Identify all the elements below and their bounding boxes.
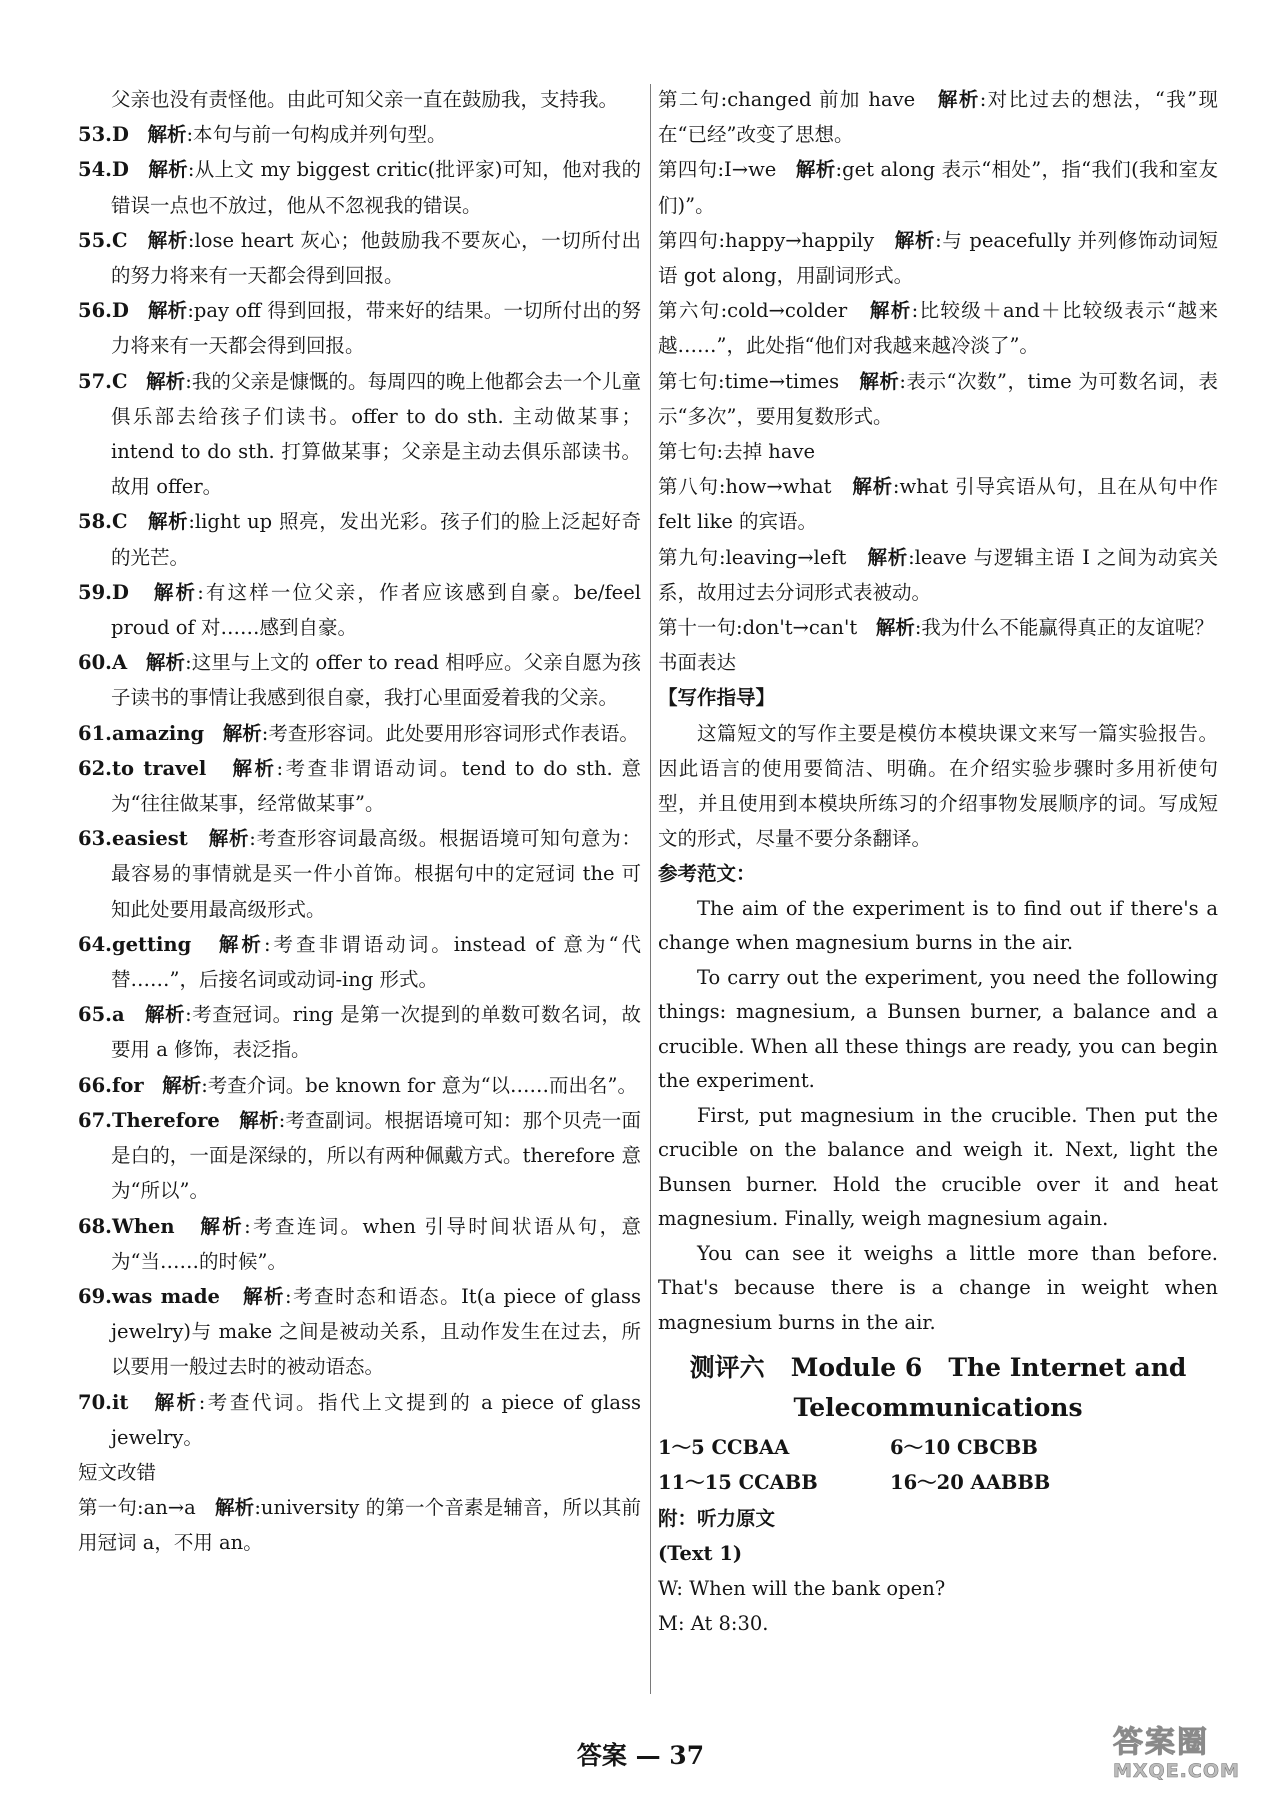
item-answer: easiest: [111, 827, 188, 851]
answer-range: 1～5: [658, 1436, 705, 1460]
correction-lead: 第四句:happy→happily: [658, 228, 875, 252]
explanation-label: 解析: [222, 721, 262, 745]
explanation-label: 解析: [894, 228, 936, 252]
item-answer: was made: [111, 1284, 220, 1308]
essay-paragraph: To carry out the experiment, you need the following things: magnesium, a Bunsen burner, a balance and a crucible. When all these things are ready, you can begin the experiment.: [658, 965, 1218, 1093]
listening-dialogue: [658, 1571, 1218, 1641]
item-answer: amazing: [111, 721, 205, 745]
explanation-label: 解析: [937, 88, 980, 111]
item-number: 57.: [78, 369, 112, 393]
explanation-text: :university 的第一个音素是辅音，所以其前用冠词 a，不用 an。: [78, 1496, 641, 1555]
correction-lead: 第八句:how→what: [658, 475, 832, 499]
answer-explanation-item: [78, 716, 641, 751]
explanation-text: :我为什么不能赢得真正的友谊呢？: [914, 616, 1214, 640]
item-number: 60.: [78, 651, 112, 675]
item-number: 65.: [78, 1003, 112, 1027]
answer-range: 6～10: [890, 1436, 951, 1460]
continuation-text: 父亲也没有责怪他。由此可知父亲一直在鼓励我，支持我。: [111, 88, 619, 111]
explanation-text: :get along 表示“相处”，指“我们(我和室友们)”。: [658, 158, 1218, 217]
explanation-label: 解析: [232, 756, 277, 780]
correction-lead: 第四句:I→we: [658, 158, 777, 182]
item-answer: for: [111, 1073, 144, 1097]
correction-lead: 第九句:leaving→left: [658, 545, 847, 569]
answer-range: 16～20: [890, 1471, 964, 1495]
explanation-text: :比较级＋and＋比较级表示“越来越……”，此处指“他们对我越来越冷淡了”。: [658, 299, 1218, 358]
explanation-label: 解析: [208, 827, 250, 851]
item-answer: When: [111, 1214, 175, 1238]
explanation-text: :表示“次数”，time 为可数名词，表示“多次”，要用复数形式。: [658, 369, 1218, 428]
watermark-bottom: MXQE.COM: [1113, 1760, 1240, 1782]
explanation-label: 解析: [218, 932, 264, 956]
explanation-text: :从上文 my biggest critic(批评家)可知，他对我的错误一点也不放过，他从不忽视我的错误。: [111, 158, 641, 217]
dialogue-line: M: At 8:30.: [658, 1612, 769, 1636]
sample-essay-heading: 参考范文：: [658, 862, 756, 886]
column-divider: [650, 84, 651, 1694]
explanation-text: :这里与上文的 offer to read 相呼应。父亲自愿为孩子读书的事情让我感到很自豪，我打心里面爱着我的父亲。: [111, 651, 641, 710]
answer-range-item: [658, 1465, 890, 1500]
test-title-line2: Telecommunications: [793, 1393, 1083, 1423]
correction-item: [78, 1490, 641, 1560]
answer-explanation-item: [78, 1209, 641, 1279]
answer-explanation-item: [78, 223, 641, 293]
answer-explanation-item: [78, 364, 641, 505]
item-number: 58.: [78, 510, 112, 534]
correction-item: [658, 152, 1218, 222]
explanation-label: 解析: [145, 651, 186, 675]
correction-lead: 第十一句:don't→can't: [658, 616, 858, 640]
explanation-label: 解析: [867, 545, 909, 569]
explanation-text: :我的父亲是慷慨的。每周四的晚上他都会去一个儿童俱乐部去给孩子们读书。offer to do sth. 主动做某事；intend to do sth. 打算做某事；父亲是主动去俱乐部读书。故用 offer。: [111, 369, 641, 499]
writing-guide-text: 这篇短文的写作主要是模仿本模块课文来写一篇实验报告。因此语言的使用要简洁、明确。在介绍实验步骤时多用祈使句型，并且使用到本模块所练习的介绍事物发展顺序的词。写成短文的形式，尽量不要分条翻译。: [658, 721, 1218, 851]
item-answer: it: [111, 1390, 129, 1414]
item-number: 61.: [78, 721, 112, 745]
answer-explanation-item: [78, 1279, 641, 1385]
explanation-text: :本句与前一句构成并列句型。: [186, 123, 447, 147]
answer-explanation-item: [78, 575, 641, 645]
explanation-label: 解析: [147, 228, 188, 252]
correction-item: [658, 293, 1218, 363]
answer-explanation-item: [78, 293, 641, 363]
explanation-text: :考查介词。be known for 意为“以……而出名”。: [201, 1073, 638, 1097]
explanation-text: :有这样一位父亲，作者应该感到自豪。be/feel proud of 对……感到自豪。: [111, 580, 641, 640]
left-corrections-list: [78, 1490, 641, 1560]
item-number: 70.: [78, 1390, 112, 1414]
explanation-label: 解析: [239, 1108, 279, 1132]
item-number: 66.: [78, 1073, 112, 1097]
explanation-label: 解析: [869, 299, 912, 323]
answer-value: AABBB: [970, 1471, 1051, 1495]
page-footer: 答案 — 37: [576, 1741, 705, 1770]
left-column: [78, 82, 641, 1561]
answer-explanation-item: [78, 1103, 641, 1209]
item-number: 54.: [78, 158, 112, 182]
test-title-cn: 测评六: [689, 1353, 765, 1383]
writing-guide-heading: 【写作指导】: [658, 686, 776, 710]
item-number: 56.: [78, 299, 112, 323]
explanation-text: :与 peacefully 并列修饰动词短语 got along，用副词形式。: [658, 228, 1218, 288]
answer-explanation-item: [78, 117, 641, 152]
correction-item: [658, 223, 1218, 293]
answer-explanation-item: [78, 927, 641, 997]
correction-lead: 第二句:changed 前加 have: [658, 88, 916, 111]
explanation-label: 解析: [144, 1003, 186, 1027]
essay-paragraph: You can see it weighs a little more than before. That's because there is a change in weight when magnesium burns in the air.: [658, 1241, 1218, 1334]
explanation-text: :考查形容词最高级。根据语境可知句意为：最容易的事情就是买一件小首饰。根据句中的定冠词 the 可知此处要用最高级形式。: [111, 827, 641, 921]
dialogue-line: W: When will the bank open?: [658, 1576, 946, 1600]
left-items-list: [78, 117, 641, 1455]
item-answer: C: [111, 228, 128, 252]
answer-range-item: [890, 1430, 1190, 1465]
answer-value: CBCBB: [957, 1436, 1038, 1460]
explanation-text: :考查形容词。此处要用形容词形式作表语。: [261, 721, 639, 745]
right-corrections-list: [658, 82, 1218, 645]
item-answer: getting: [111, 932, 192, 956]
explanation-text: :考查非谓语动词。tend to do sth. 意为“往往做某事，经常做某事”。: [111, 756, 641, 816]
explanation-label: 解析: [214, 1496, 255, 1520]
correction-item: [658, 469, 1218, 539]
test-title: [658, 1348, 1218, 1428]
explanation-text: :考查非谓语动词。instead of 意为“代替……”，后接名词或动词-ing 形式。: [111, 932, 641, 992]
sample-essay: [658, 892, 1218, 1341]
answer-explanation-item: [78, 751, 641, 821]
explanation-text: :what 引导宾语从句，且在从句中作 felt like 的宾语。: [658, 475, 1218, 534]
appendix-heading: 附：听力原文: [658, 1506, 776, 1530]
explanation-label: 解析: [162, 1073, 202, 1097]
explanation-label: 解析: [148, 158, 188, 182]
answer-explanation-item: [78, 1385, 641, 1455]
explanation-label: 解析: [147, 299, 188, 323]
correction-item: [658, 540, 1218, 610]
item-number: 67.: [78, 1108, 112, 1132]
answer-range-item: [890, 1465, 1190, 1500]
correction-lead: 第六句:cold→colder: [658, 299, 848, 323]
explanation-label: 解析: [154, 1390, 199, 1414]
item-answer: C: [111, 510, 128, 534]
answer-explanation-item: [78, 504, 641, 574]
item-number: 69.: [78, 1284, 112, 1308]
explanation-label: 解析: [153, 580, 198, 604]
answer-explanation-item: [78, 645, 641, 715]
explanation-label: 解析: [795, 158, 836, 182]
item-number: 53.: [78, 123, 112, 147]
item-answer: Therefore: [111, 1108, 220, 1132]
text-label: (Text 1): [658, 1541, 743, 1565]
explanation-label: 解析: [200, 1214, 245, 1238]
correction-item: [658, 364, 1218, 434]
item-answer: D: [111, 299, 129, 323]
item-number: 64.: [78, 932, 112, 956]
section-heading-writing: 书面表达: [658, 651, 737, 675]
answer-explanation-item: [78, 821, 641, 927]
explanation-label: 解析: [147, 123, 187, 147]
answer-explanation-item: [78, 1068, 641, 1103]
explanation-text: :lose heart 灰心；他鼓励我不要灰心，一切所付出的努力将来有一天都会得到回报。: [111, 228, 641, 288]
answer-explanation-item: [78, 152, 641, 222]
explanation-text: :考查时态和语态。It(a piece of glass jewelry)与 make 之间是被动关系，且动作发生在过去，所以要用一般过去时的被动语态。: [111, 1284, 641, 1379]
explanation-text: :leave 与逻辑主语 I 之间为动宾关系，故用过去分词形式表被动。: [658, 545, 1218, 604]
explanation-label: 解析: [859, 369, 900, 393]
watermark-logo: [1113, 1726, 1261, 1786]
item-number: 62.: [78, 756, 112, 780]
answer-value: CCBAA: [711, 1436, 790, 1460]
answer-range-item: [658, 1430, 890, 1465]
explanation-label: 解析: [852, 475, 893, 499]
item-number: 68.: [78, 1214, 112, 1238]
essay-paragraph: The aim of the experiment is to find out if there's a change when magnesium burns in the air.: [658, 896, 1218, 955]
item-answer: D: [111, 580, 129, 604]
answer-key-grid: [658, 1430, 1218, 1500]
explanation-text: :考查连词。when 引导时间状语从句，意为“当……的时候”。: [111, 1214, 641, 1273]
correction-lead: 第一句:an→a: [78, 1496, 196, 1520]
item-number: 55.: [78, 228, 112, 252]
essay-paragraph: First, put magnesium in the crucible. Then put the crucible on the balance and weigh it. Next, light the Bunsen burner. Hold the crucible over it and heat magnesium. Finally, weigh magnesium again.: [658, 1103, 1218, 1231]
answer-explanation-item: [78, 997, 641, 1067]
right-column: [658, 82, 1218, 1641]
item-number: 59.: [78, 580, 112, 604]
correction-item: [658, 434, 1218, 469]
section-heading-error-correction: 短文改错: [78, 1460, 157, 1484]
correction-item: [658, 82, 1218, 152]
explanation-label: 解析: [875, 616, 915, 640]
explanation-label: 解析: [243, 1284, 286, 1308]
explanation-label: 解析: [146, 369, 186, 393]
correction-lead: 第七句:time→times: [658, 369, 840, 393]
explanation-label: 解析: [148, 510, 189, 534]
answer-value: CCABB: [738, 1471, 818, 1495]
explanation-text: :pay off 得到回报，带来好的结果。一切所付出的努力将来有一天都会得到回报。: [111, 299, 641, 358]
test-title-en: Module 6 The Internet and: [790, 1353, 1187, 1383]
item-answer: D: [111, 123, 129, 147]
item-answer: D: [111, 158, 129, 182]
correction-item: [658, 610, 1218, 645]
explanation-text: :对比过去的想法，“我”现在“已经”改变了思想。: [658, 88, 1218, 147]
item-answer: C: [111, 369, 128, 393]
item-answer: to travel: [111, 756, 207, 780]
watermark-top: 答案圈: [1113, 1725, 1209, 1760]
explanation-text: :考查冠词。ring 是第一次提到的单数可数名词，故要用 a 修饰，表泛指。: [111, 1003, 641, 1062]
explanation-text: :考查代词。指代上文提到的 a piece of glass jewelry。: [111, 1390, 641, 1449]
answer-range: 11～15: [658, 1471, 732, 1495]
item-answer: A: [111, 651, 128, 675]
explanation-text: :考查副词。根据语境可知：那个贝壳一面是白的，一面是深绿的，所以有两种佩戴方式。therefore 意为“所以”。: [111, 1108, 641, 1203]
explanation-text: :light up 照亮，发出光彩。孩子们的脸上泛起好奇的光芒。: [111, 510, 641, 569]
correction-lead: 第七句:去掉 have: [658, 440, 816, 464]
item-number: 63.: [78, 827, 112, 851]
item-answer: a: [111, 1003, 125, 1027]
